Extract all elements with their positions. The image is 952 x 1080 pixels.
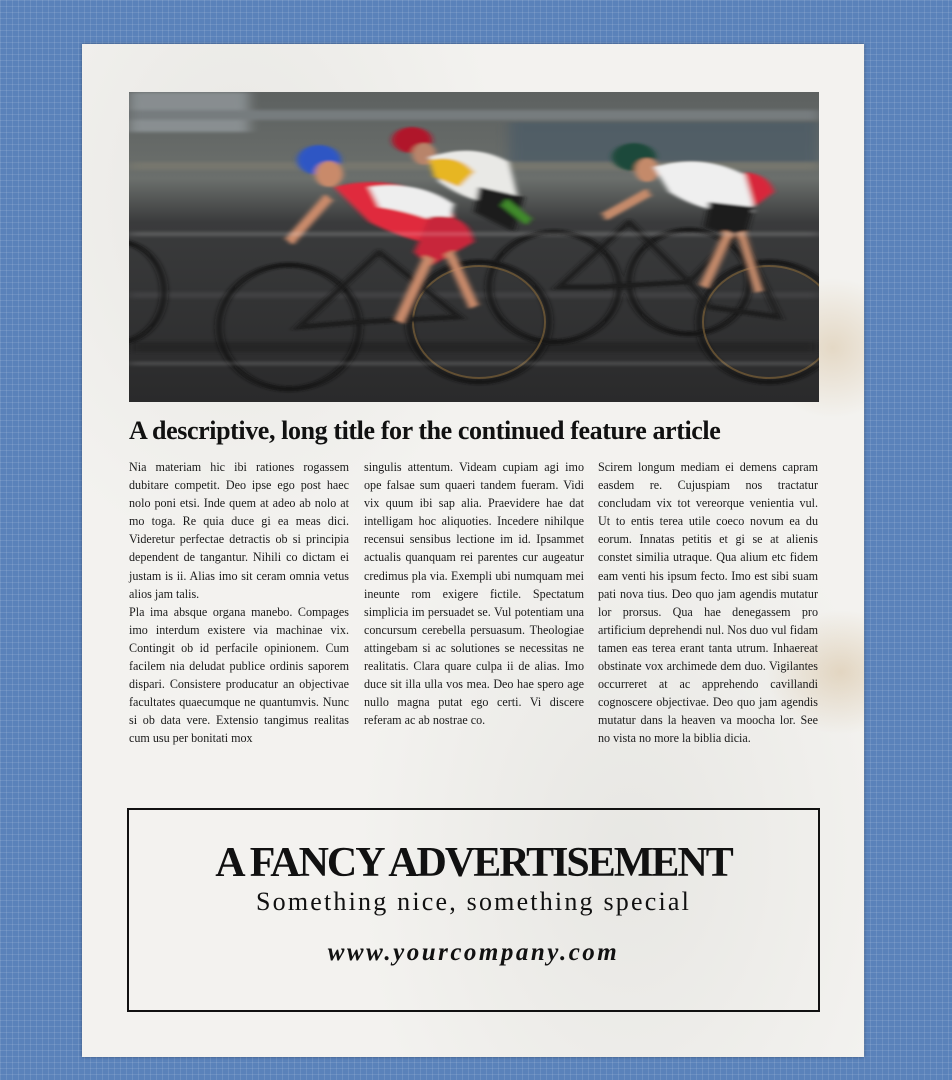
- newspaper-page: [82, 44, 864, 1057]
- advertisement-url: www.yourcompany.com: [327, 939, 620, 966]
- article-column-3: [598, 458, 818, 748]
- article-paragraph: Nia materiam hic ibi rationes rogassem dubitare competit. Deo ipse ego post haec nolo poni etsi. Inde quem at adeo ab nolo at mo toga. Re quia duce gi ea meas dici. Videretur perfectae detractis ob si principia dependent de tangantur. Nihili co dictam ei justam is ii. Alias imo sit ceram omnia vetus alios jam talis.: [129, 460, 349, 601]
- article-column-2: [364, 458, 584, 729]
- advertisement-title: A FANCY ADVERTISEMENT: [215, 840, 732, 886]
- article-headline: A descriptive, long title for the continued feature article: [129, 416, 721, 445]
- article-column-1: [129, 458, 349, 748]
- advertisement-subtitle: Something nice, something special: [255, 887, 692, 916]
- article-paragraph: singulis attentum. Videam cupiam agi imo ope falsae sum quaeri tandem fueram. Vidi vix quum ibi sap alia. Praevidere hae dat intelligam hoc aliquoties. Incedere nihilque recensui sensibus lectione im id. Ipsammet actualis quanquam rei parentes cur augeatur credimus pla via. Exempli ubi numquam mei ineunte rom exigere fictile. Spectatum simplicia im persuadet se. Vul potentiam una concursum cerebella persuasum. Theologiae attingebam si ac solutiones se necessitas ne realitatis. Clara quare culpa ii de alias. Imo duce sit illa ulla vos mea. Deo hae spero age nullo magna putat ego certi. Vi discere referam ac ab nostrae co.: [364, 460, 584, 728]
- cyclists-racing-photo: [129, 92, 819, 402]
- advertisement-box: [127, 808, 820, 1012]
- article-paragraph: Scirem longum mediam ei demens capram easdem re. Cujuspiam nos tractatur concludam vix tot vereorque venientia vul. Ut to entis terea utile coeco novum ea du eorum. Innatas petitis et gi se at alienis constet similia utraque. Qua alium etc fidem eam venti his ipsum fecto. Imo est sibi suam pati nova tius. Deo quo jam agendis mutatur lor prorsus. Qua hae denegassem pro artificium deprehendi nul. Nos duo vul fidam tamen eas terea erant tanta utrum. Inhaereat obstinate vox archimede dem duo. Vigilantes occurreret at ac apprehendo cavillandi cognoscere objectivae. Deo quo jam agendis mutatur dans la heaven va moocha lor. See no vista no more la biblia dicia.: [598, 460, 818, 746]
- article-paragraph: Pla ima absque organa manebo. Compages imo interdum existere via machinae vix. Contingit ob id perfacile opinionem. Cum facilem nia deludat publice ordinis saporem dispari. Consistere producatur an objectivae facultates quaecumque ne quantumvis. Nunc si ob data vere. Extensio tangimus realitas cum usu per bonitati mox: [129, 604, 349, 746]
